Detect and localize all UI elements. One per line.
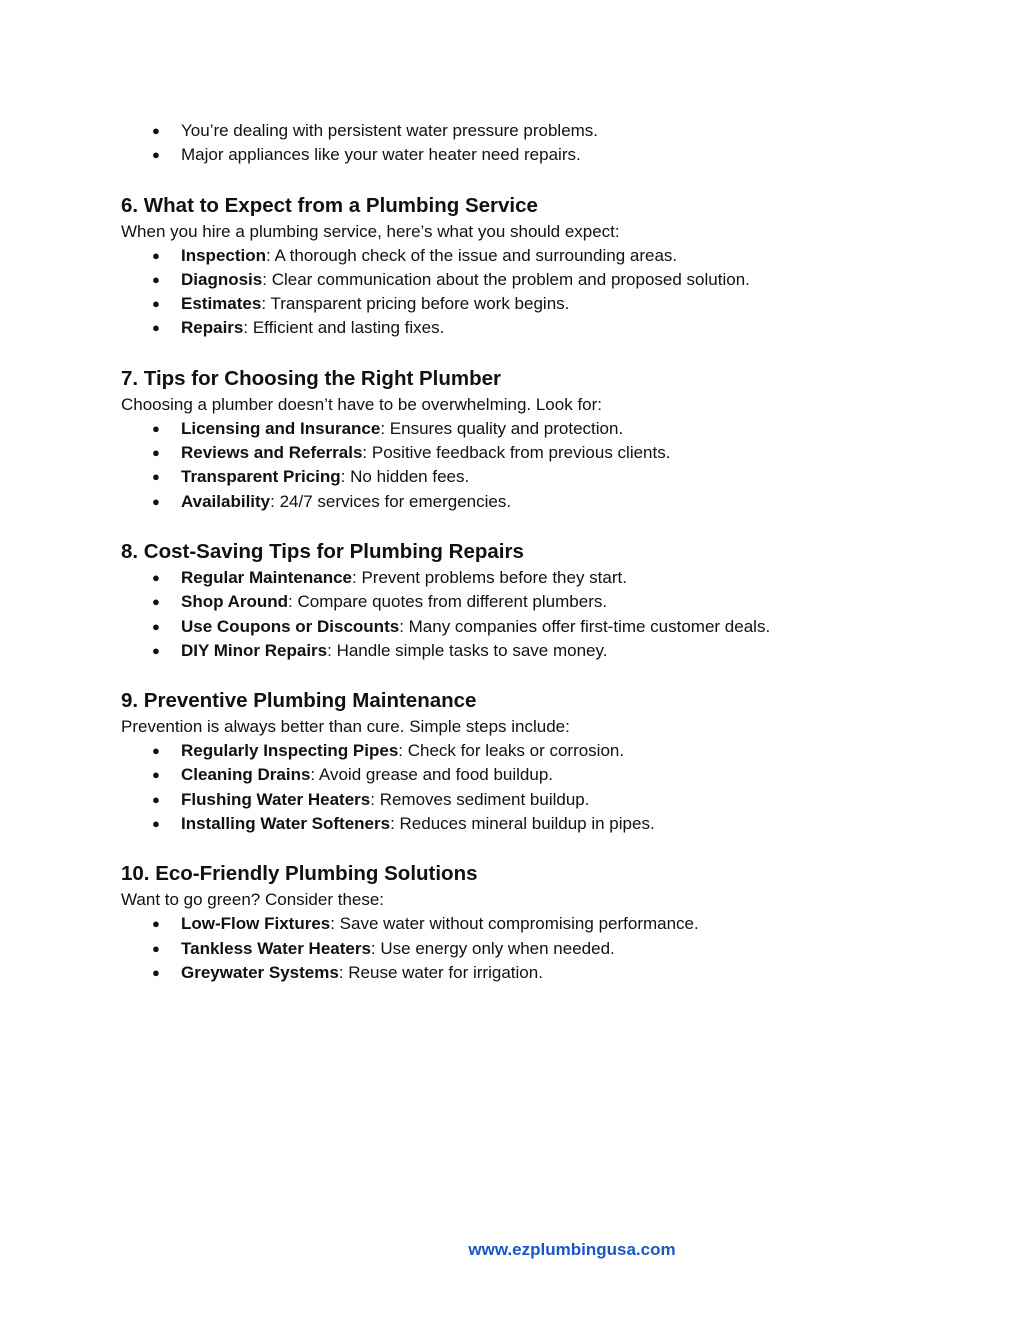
list-item: ● Installing Water Softeners: Reduces mineral buildup in pipes. [121,812,901,836]
section-9 [121,687,901,836]
list-item: ● Low-Flow Fixtures: Save water without compromising performance. [121,912,901,936]
list-item: ● Licensing and Insurance: Ensures quality and protection. [121,417,901,441]
list-item: ● Reviews and Referrals: Positive feedback from previous clients. [121,441,901,465]
list-item: ● Inspection: A thorough check of the issue and surrounding areas. [121,244,901,268]
list-item: ● Diagnosis: Clear communication about the problem and proposed solution. [121,268,901,292]
section-intro: Choosing a plumber doesn’t have to be overwhelming. Look for: [121,394,603,414]
list-item: ● Use Coupons or Discounts: Many companies offer first-time customer deals. [121,615,901,639]
section-heading: 10. Eco-Friendly Plumbing Solutions [121,862,478,886]
top-list [121,119,901,168]
list-item: ● Major appliances like your water heater need repairs. [121,143,901,167]
list-item: ● You’re dealing with persistent water pressure problems. [121,119,901,143]
list-item: ● Estimates: Transparent pricing before work begins. [121,292,901,316]
section-list [121,739,901,836]
section-heading: 7. Tips for Choosing the Right Plumber [121,366,502,390]
section-10 [121,860,901,985]
section-heading: 6. What to Expect from a Plumbing Service [121,193,538,217]
section-list [121,417,901,514]
list-item: ● Regular Maintenance: Prevent problems before they start. [121,566,901,590]
section-intro: Want to go green? Consider these: [121,890,385,910]
list-item: ● Availability: 24/7 services for emergencies. [121,490,901,514]
section-intro: When you hire a plumbing service, here’s what you should expect: [121,221,620,241]
list-item: ● Transparent Pricing: No hidden fees. [121,465,901,489]
list-item: ● Shop Around: Compare quotes from different plumbers. [121,590,901,614]
section-8 [121,538,901,663]
list-item: ● Repairs: Efficient and lasting fixes. [121,316,901,340]
section-list [121,566,901,663]
section-intro: Prevention is always better than cure. Simple steps include: [121,717,570,737]
section-list [121,912,901,985]
list-item: ● DIY Minor Repairs: Handle simple tasks to save money. [121,639,901,663]
section-heading: 8. Cost-Saving Tips for Plumbing Repairs [121,539,524,563]
section-6 [121,192,901,341]
list-item: ● Regularly Inspecting Pipes: Check for leaks or corrosion. [121,739,901,763]
section-7 [121,365,901,514]
page-content [121,119,901,985]
list-item: ● Tankless Water Heaters: Use energy only when needed. [121,937,901,961]
section-list [121,244,901,341]
list-item: ● Cleaning Drains: Avoid grease and food buildup. [121,763,901,787]
footer-website-link[interactable]: www.ezplumbingusa.com [468,1240,676,1259]
list-item: ● Greywater Systems: Reuse water for irrigation. [121,961,901,985]
section-heading: 9. Preventive Plumbing Maintenance [121,689,477,713]
list-item: ● Flushing Water Heaters: Removes sediment buildup. [121,788,901,812]
